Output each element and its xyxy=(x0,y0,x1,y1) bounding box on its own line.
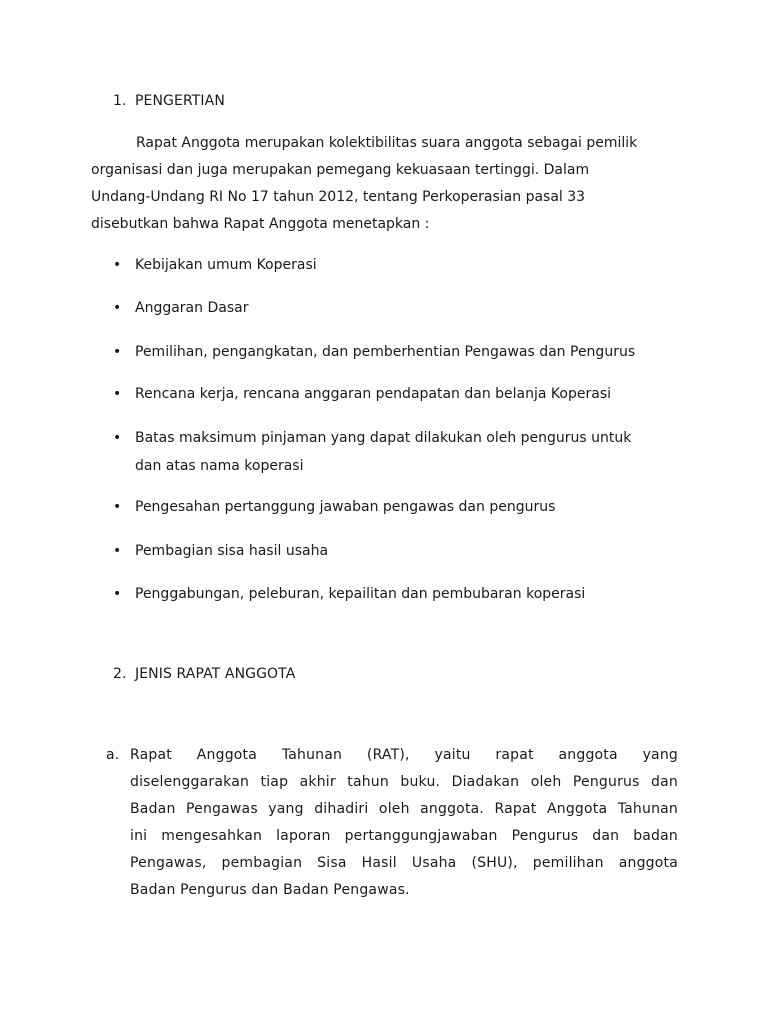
list-item xyxy=(113,493,693,521)
list-item-text: Rencana kerja, rencana anggaran pendapatan dan belanja Koperasi xyxy=(135,386,611,402)
paragraph-line: Badan Pengawas yang dihadiri oleh anggota. Rapat Anggota Tahunan xyxy=(130,801,678,817)
paragraph-line: Pengawas, pembagian Sisa Hasil Usaha (SHU), pemilihan anggota xyxy=(130,855,678,871)
bullet-icon: • xyxy=(113,430,122,446)
list-item-text: dan atas nama koperasi xyxy=(135,458,304,474)
list-item xyxy=(113,424,693,480)
section-2-number: 2. xyxy=(113,666,127,682)
paragraph-line: organisasi dan juga merupakan pemegang kekuasaan tertinggi. Dalam xyxy=(91,162,590,178)
bullet-icon: • xyxy=(113,543,122,559)
section-1-title: PENGERTIAN xyxy=(135,93,225,109)
section-2-title: JENIS RAPAT ANGGOTA xyxy=(135,666,296,682)
list-item-text: Pembagian sisa hasil usaha xyxy=(135,543,329,559)
list-item-text: Pemilihan, pengangkatan, dan pemberhentian Pengawas dan Pengurus xyxy=(135,344,636,360)
bullet-icon: • xyxy=(113,300,122,316)
list-item xyxy=(113,380,693,408)
list-item-text: Batas maksimum pinjaman yang dapat dilakukan oleh pengurus untuk xyxy=(135,430,632,446)
bullet-icon: • xyxy=(113,257,122,273)
bullet-icon: • xyxy=(113,386,122,402)
list-item-paragraph xyxy=(130,742,678,904)
list-item xyxy=(113,294,693,322)
list-item-text: Pengesahan pertanggung jawaban pengawas dan pengurus xyxy=(135,499,556,515)
list-item-text: Anggaran Dasar xyxy=(135,300,249,316)
section-2-heading xyxy=(113,666,295,682)
paragraph-line: diselenggarakan tiap akhir tahun buku. Diadakan oleh Pengurus dan xyxy=(130,774,678,790)
list-item-text: Kebijakan umum Koperasi xyxy=(135,257,317,273)
list-item xyxy=(113,537,693,565)
paragraph-line: disebutkan bahwa Rapat Anggota menetapkan : xyxy=(91,216,430,232)
bullet-icon: • xyxy=(113,586,122,602)
bullet-icon: • xyxy=(113,499,122,515)
list-marker: a. xyxy=(106,747,120,763)
paragraph-line: Rapat Anggota Tahunan (RAT), yaitu rapat anggota yang xyxy=(130,747,678,763)
paragraph-line: Badan Pengurus dan Badan Pengawas. xyxy=(130,882,410,898)
bullet-icon: • xyxy=(113,344,122,360)
list-item-text: Penggabungan, peleburan, kepailitan dan pembubaran koperasi xyxy=(135,586,586,602)
list-item xyxy=(113,580,693,608)
section-1-paragraph xyxy=(91,130,691,238)
paragraph-line: Undang-Undang RI No 17 tahun 2012, tentang Perkoperasian pasal 33 xyxy=(91,189,586,205)
paragraph-line: Rapat Anggota merupakan kolektibilitas suara anggota sebagai pemilik xyxy=(136,135,638,151)
list-item xyxy=(113,251,693,279)
section-1-heading xyxy=(113,93,225,109)
list-item xyxy=(113,338,693,366)
section-1-number: 1. xyxy=(113,93,127,109)
list-item xyxy=(106,742,678,904)
paragraph-line: ini mengesahkan laporan pertanggungjawaban Pengurus dan badan xyxy=(130,828,678,844)
